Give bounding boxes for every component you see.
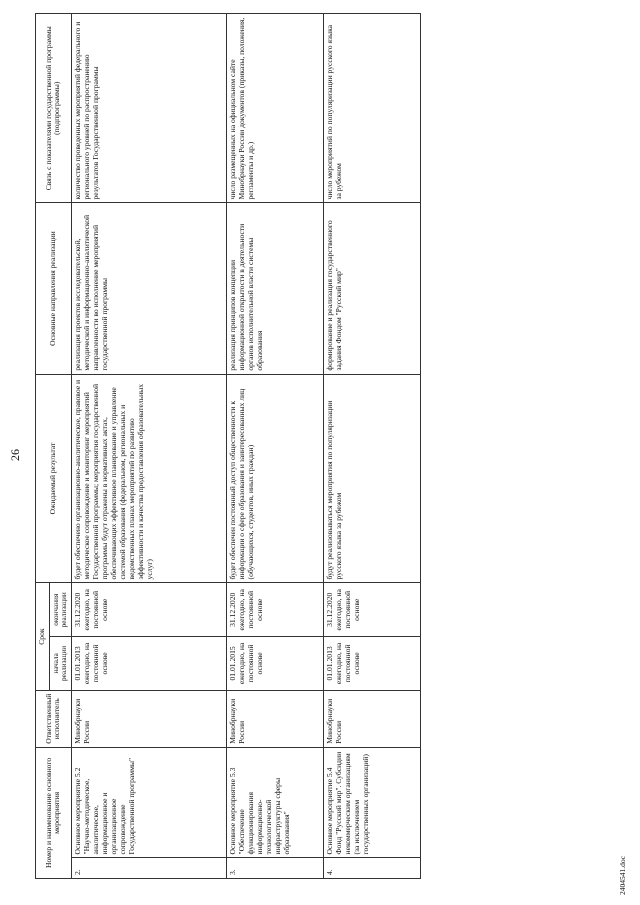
header-row	[36, 14, 50, 879]
executor-cell: Минобрнауки России	[323, 690, 420, 747]
header-directions: Основные направления реализации	[36, 203, 72, 374]
header-executor: Ответственный исполнитель	[36, 690, 72, 747]
header-result: Ожидаемый результат	[36, 374, 72, 583]
executor-cell: Минобрнауки России	[226, 690, 323, 747]
directions-cell: реализация принципов концепции информационной открытости в деятельности органов исполнительной власти системы образования	[226, 203, 323, 374]
header-term: Срок	[36, 583, 50, 690]
directions-cell: формирование и реализация государственного задания Фондом "Русский мир"	[323, 203, 420, 374]
header-link: Связь с показателями государственной программы (подпрограммы)	[36, 14, 72, 203]
end-date-cell: 31.12.2020 ежегодно, на постоянной основе	[71, 583, 226, 637]
row-number: 2.	[71, 858, 226, 879]
end-date-cell: 31.12.2020 ежегодно, на постоянной основе	[226, 583, 323, 637]
result-cell: будет обеспечено организационно-аналитическое, правовое и методическое сопровождение и мониторинг мероприятий Государственной программы; мероприятия государственной программы будут отражены в нормативных актах, обеспечивающих эффективное планирование и управление системой образования (федеральном, региональных и ведомственных планах мероприятий по развитию эффективности и качества предоставления образовательных услуг)	[71, 374, 226, 583]
executor-cell: Минобрнауки России	[71, 690, 226, 747]
activities-table	[35, 13, 421, 879]
result-cell: будет обеспечен постоянный доступ общественности к информации о сфере образования и заинтересованных лиц (обучающихся, студентов, иных граждан)	[226, 374, 323, 583]
link-cell: количество проведенных мероприятий федерального и регионального уровней по распространению результатов Государственной программы	[71, 14, 226, 203]
table-row	[323, 14, 420, 879]
activity-name: Основное мероприятие 5.4 Фонд "Русский мир". Субсидии некоммерческим организациям (за исключением государственных организаций)	[323, 747, 420, 858]
start-date-cell: 01.01.2013 ежегодно, на постоянной основе	[71, 637, 226, 691]
link-cell: число мероприятий по популяризации русского языка за рубежом	[323, 14, 420, 203]
row-number: 4.	[323, 858, 420, 879]
activity-name: Основное мероприятие 5.3 "Обеспечение функционирования информационно-технологической инфраструктуры сферы образования"	[226, 747, 323, 858]
header-num-name: Номер и наименование основного мероприятия	[36, 747, 72, 878]
link-cell: число размещенных на официальном сайте Минобрнауки России документов (приказы, положения, регламенты и др.)	[226, 14, 323, 203]
directions-cell: реализация проектов исследовательской, методической и информационно-аналитической направленности во исполнение мероприятий государственной программы	[71, 203, 226, 374]
page-number: 26	[8, 449, 22, 461]
start-date-cell: 01.01.2013 ежегодно, на постоянной основе	[323, 637, 420, 691]
header-term-start: начала реализации	[49, 637, 71, 691]
row-number: 3.	[226, 858, 323, 879]
header-term-end: окончания реализации	[49, 583, 71, 637]
table-row	[71, 14, 226, 879]
table-row	[226, 14, 323, 879]
start-date-cell: 01.01.2015 ежегодно, на постоянной основе	[226, 637, 323, 691]
activity-name: Основное мероприятие 5.2 "Научно-методическое, аналитическое, информационное и организационное сопровождение Государственной программы"	[71, 747, 226, 858]
result-cell: будут реализовываться мероприятия по популяризации русского языка за рубежом	[323, 374, 420, 583]
end-date-cell: 31.12.2020 ежегодно, на постоянной основе	[323, 583, 420, 637]
footer-doc-code: 2404541.doc	[618, 856, 627, 895]
